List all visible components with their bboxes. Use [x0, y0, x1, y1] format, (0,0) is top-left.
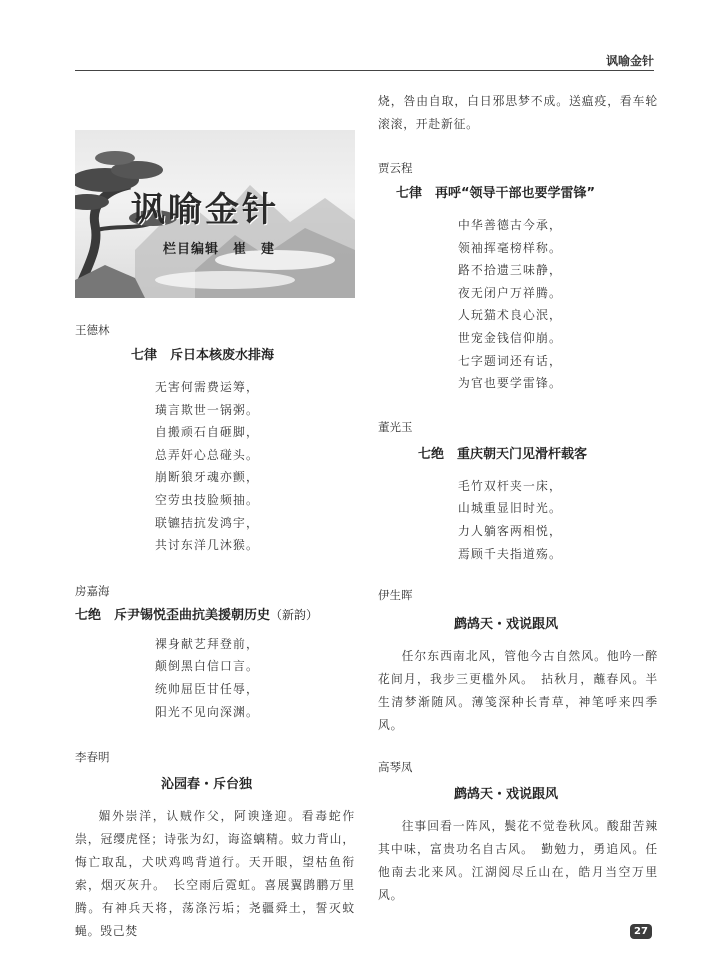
- poem-author: 伊生晖: [378, 588, 413, 603]
- poem-author: 高琴凤: [378, 760, 413, 775]
- poem-title: 七律 再呼“领导干部也要学雷锋”: [396, 186, 596, 201]
- poem-block: [378, 585, 658, 737]
- poem-verses: [458, 475, 658, 565]
- poem-author: 房嘉海: [75, 583, 110, 598]
- verse-line: 联镳拮抗发鸿宇，: [155, 515, 259, 530]
- verse-line: 空劳虫技脸频抽。: [155, 492, 259, 507]
- verse-line: 共讨东洋几沐猴。: [155, 538, 259, 553]
- poem-author: 王德林: [75, 323, 110, 337]
- verse-line: 焉顾千夫指道殇。: [458, 546, 562, 561]
- verse-line: 裸身献艺拜登前，: [155, 636, 259, 651]
- right-column: [378, 90, 658, 907]
- poem-prose-continued: 烧，咎由自取，白日邪思梦不成。送瘟疫，看车轮滚滚，开赴新征。: [378, 94, 658, 131]
- banner-editor-credit: 栏目编辑 崔 建: [163, 242, 276, 257]
- verse-line: 人玩猫术良心泯，: [458, 308, 562, 323]
- running-header: 讽喻金针: [605, 54, 654, 68]
- verse-line: 路不拾遗三味静，: [458, 263, 562, 278]
- poem-title-text: 七绝 斥尹锡悦歪曲抗美援朝历史: [75, 607, 271, 623]
- poem-verses: [155, 633, 355, 723]
- verse-line: 无害何需费运筹，: [155, 380, 259, 394]
- header-rule: [75, 70, 654, 71]
- poem-title: 七绝 重庆朝天门见滑杆载客: [418, 446, 588, 462]
- verse-line: 中华善德古今承，: [458, 218, 562, 232]
- poem-author: 贾云程: [378, 161, 413, 175]
- poem-prose: 媚外崇洋，认贼作父，阿谀逢迎。看毒蛇作祟，冠缨虎怪；诗张为幻，诲盗螭精。蚊力背山，悔亡取乱，犬吠鸡鸣背道行。天开眼，望枯鱼衔索，烟灭灰升。 长空雨后霓虹。喜展翼鹍鹏万里腾。有神兵天将，荡涤污垢；尧疆舜土，誓灭蚊蝇。毁己焚: [75, 809, 355, 939]
- poem-block: [378, 158, 658, 395]
- poem-title: [75, 603, 355, 627]
- poem-block: [75, 747, 355, 943]
- poem-title: 沁园春・斥台独: [161, 777, 253, 793]
- verse-line: 颠倒黑白信口言。: [155, 659, 259, 674]
- poem-title: 鹧鸪天・戏说跟风: [454, 617, 559, 633]
- verse-line: 山城重显旧时光。: [458, 501, 562, 516]
- poem-block: [75, 581, 355, 723]
- poem-block: [378, 757, 658, 907]
- poem-block: [75, 320, 355, 557]
- verse-line: 自搬顽石自砸脚，: [155, 425, 259, 440]
- verse-line: 夜无闭户万祥腾。: [458, 285, 562, 300]
- verse-line: 崩断狼牙魂亦颤，: [155, 470, 259, 485]
- verse-line: 璜言欺世一锅粥。: [155, 402, 259, 417]
- poem-verses: [155, 376, 355, 557]
- poem-author: 董光玉: [378, 419, 413, 434]
- page-number-badge: 27: [630, 924, 652, 939]
- poem-title: 鹧鸪天・戏说跟风: [454, 787, 559, 803]
- poem-title: 七律 斥日本核废水排海: [131, 348, 275, 363]
- banner-title: 讽喻金针: [131, 190, 279, 230]
- verse-line: 毛竹双杆夹一床，: [458, 478, 562, 493]
- poem-title-note: （新韵）: [270, 607, 319, 622]
- poem-prose: 往事回看一阵风，鬓花不觉卷秋风。酸甜苦辣其中味，富贵功名自古风。 勤勉力，勇追风。任他南去北来风。江湖阅尽丘山在，皓月当空万里风。: [378, 819, 658, 903]
- verse-line: 领袖挥毫榜样称。: [458, 240, 562, 255]
- verse-line: 统帅屈臣甘任辱，: [155, 681, 259, 696]
- poem-prose: 任尔东西南北风，管他今古自然风。他吟一醉花间月，我步三更槛外风。 拈秋月，蘸春风。半生清梦渐随风。薄笺深种长青草，神笔呼来四季风。: [378, 649, 658, 733]
- verse-line: 力人躺客两相悦，: [458, 523, 562, 538]
- poem-block: [378, 417, 658, 565]
- poem-verses: [458, 214, 658, 395]
- left-column: [75, 90, 355, 943]
- poem-author: 李春明: [75, 750, 110, 765]
- column-banner: [75, 130, 355, 298]
- verse-line: 七字题词还有话，: [458, 353, 562, 368]
- verse-line: 阳光不见向深渊。: [155, 704, 259, 719]
- verse-line: 为官也要学雷锋。: [458, 376, 562, 391]
- verse-line: 世宠金钱信仰崩。: [458, 330, 562, 345]
- verse-line: 总弄奸心总碰头。: [155, 447, 259, 462]
